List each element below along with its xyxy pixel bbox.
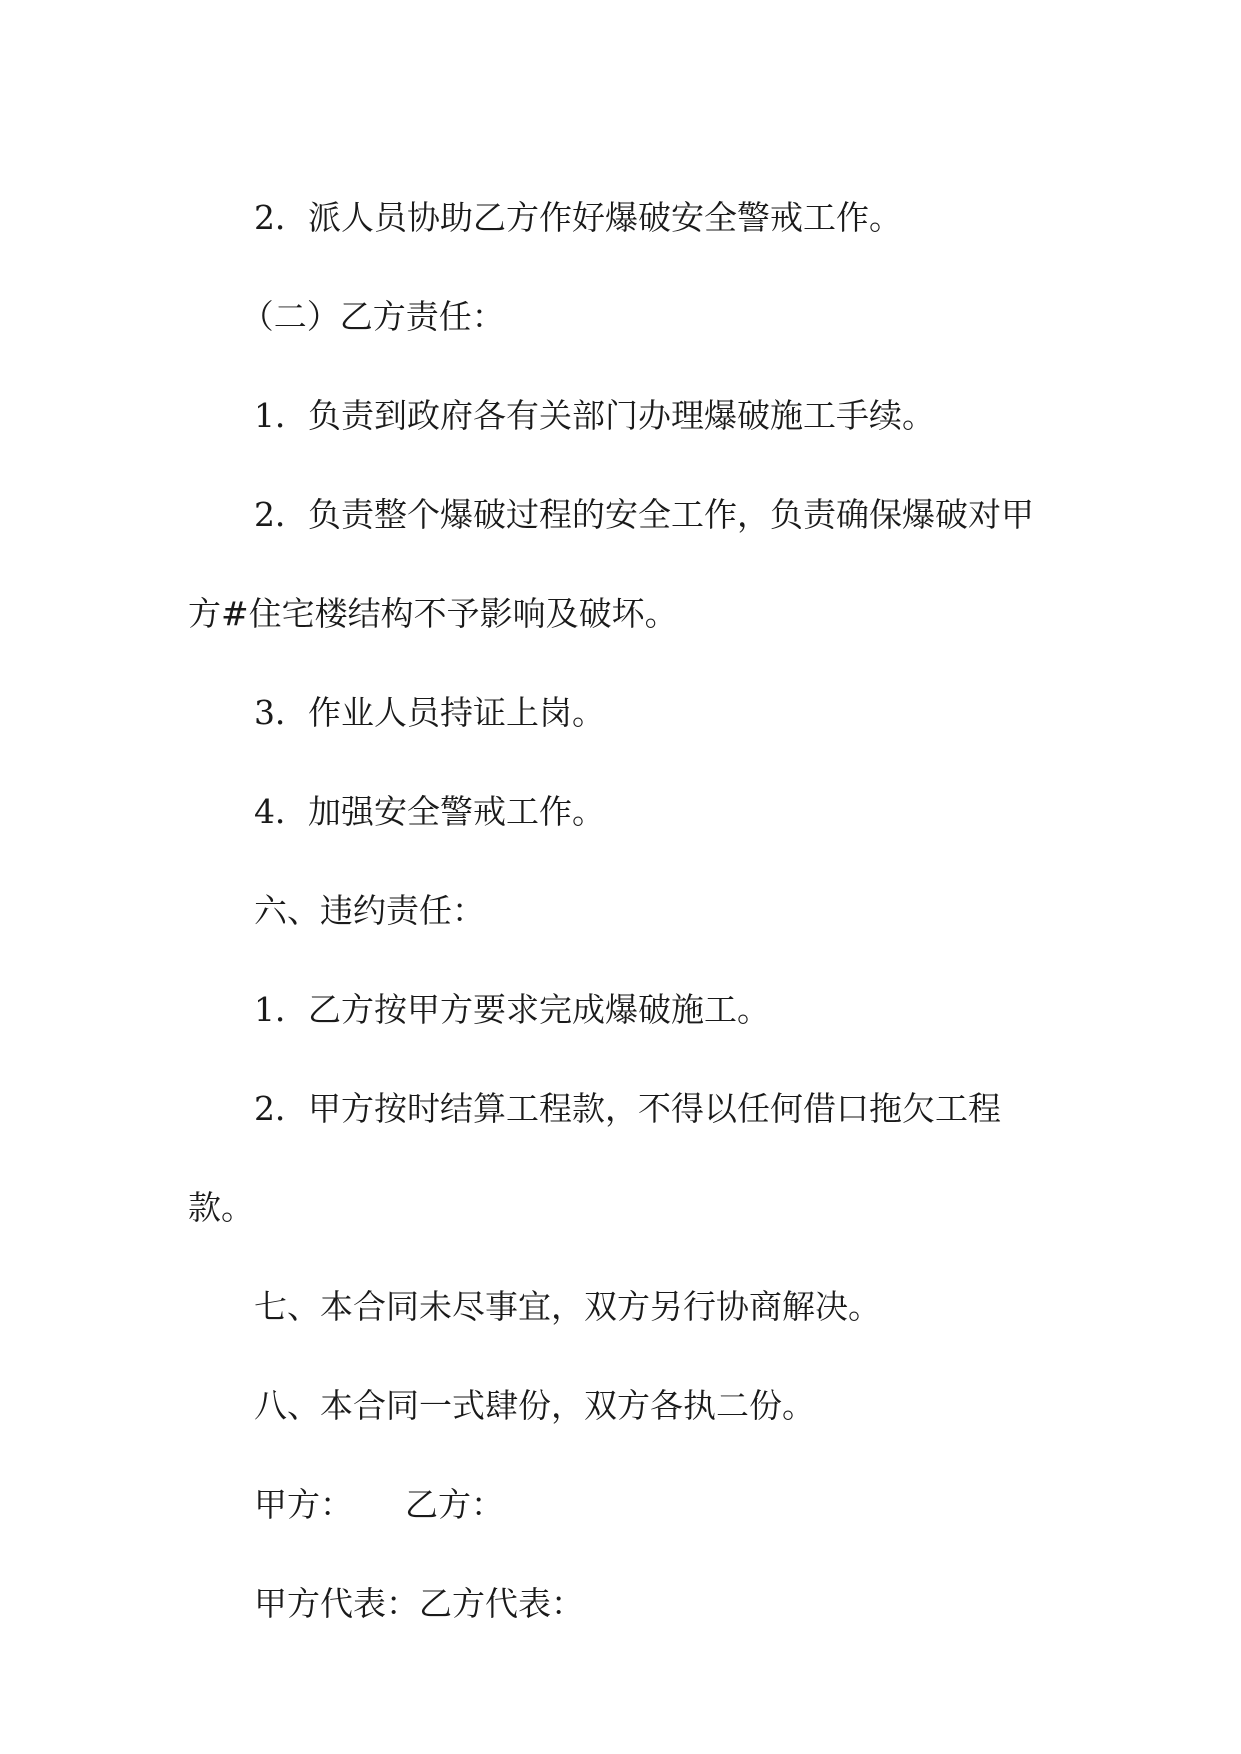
paragraph-clause-8: 八、本合同一式肆份，双方各执二份。 (254, 1386, 815, 1425)
signature-representatives-line (188, 1554, 1068, 1653)
heading-breach-liability: 六、违约责任： (254, 891, 485, 930)
signature-parties-line (188, 1455, 1068, 1554)
paragraph-breach-2: 2．甲方按时结算工程款，不得以任何借口拖欠工程款。 (188, 1089, 1001, 1227)
paragraph-b-duty-3: 3．作业人员持证上岗。 (254, 693, 605, 732)
paragraph-a-duty-2: 2．派人员协助乙方作好爆破安全警戒工作。 (254, 198, 902, 237)
rep-b-label: 乙方代表： (419, 1584, 584, 1623)
party-a-label: 甲方： (254, 1485, 353, 1524)
paragraph-breach-1: 1．乙方按甲方要求完成爆破施工。 (254, 990, 770, 1029)
paragraph-clause-7: 七、本合同未尽事宜，双方另行协商解决。 (254, 1287, 881, 1326)
paragraph-b-duty-4: 4．加强安全警戒工作。 (254, 792, 605, 831)
paragraph-b-duty-1: 1．负责到政府各有关部门办理爆破施工手续。 (254, 396, 935, 435)
party-b-label: 乙方： (405, 1485, 504, 1524)
rep-a-label: 甲方代表： (254, 1584, 419, 1623)
heading-party-b-duties: （二）乙方责任： (240, 297, 505, 336)
paragraph-b-duty-2: 2．负责整个爆破过程的安全工作，负责确保爆破对甲方#住宅楼结构不予影响及破坏。 (188, 495, 1034, 633)
contract-body (188, 168, 1068, 1653)
